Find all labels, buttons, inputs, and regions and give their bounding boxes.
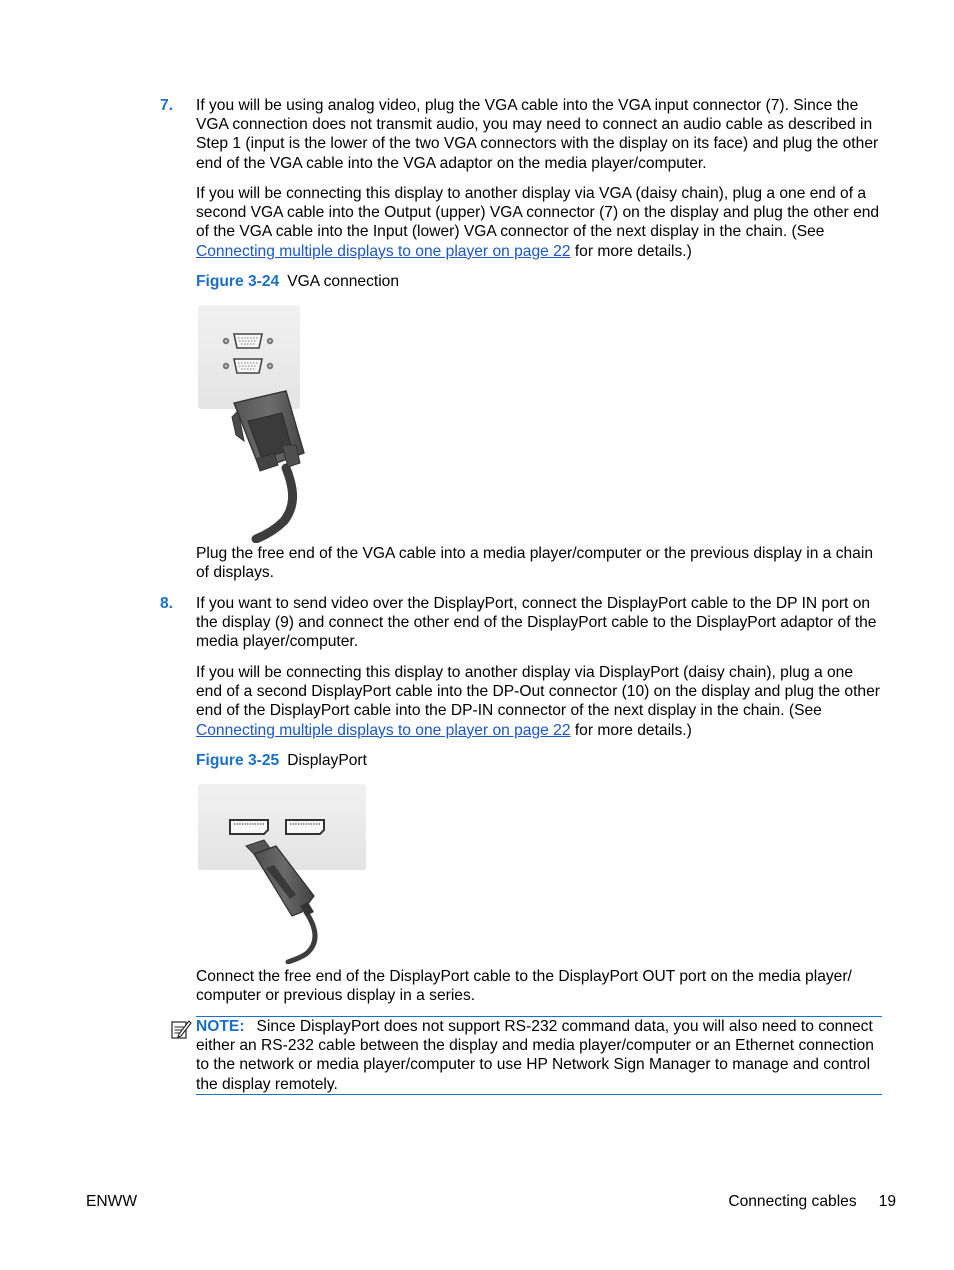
note-bottom-rule [196, 1094, 882, 1095]
step-8-daisy-chain-paragraph [196, 663, 882, 740]
figure-caption [196, 751, 367, 770]
paragraph-text: for more details.) [570, 242, 692, 260]
note-paragraph [196, 1017, 882, 1094]
footer-right [728, 1192, 896, 1211]
step-number: 7. [160, 97, 174, 114]
paragraph-text: for more details.) [570, 721, 692, 739]
displayport-cable [288, 912, 315, 962]
vga-cable [256, 468, 293, 539]
note-label: NOTE: [196, 1018, 245, 1035]
footer-section-title: Connecting cables [728, 1193, 857, 1210]
note-icon [170, 1018, 192, 1040]
step-number: 8. [160, 595, 174, 612]
cross-reference-link[interactable]: Connecting multiple displays to one player on page 22 [196, 242, 571, 260]
figure-label: Figure 3-24 [196, 273, 280, 290]
figure-title: DisplayPort [287, 752, 367, 769]
cross-reference-link[interactable]: Connecting multiple displays to one player on page 22 [196, 721, 571, 739]
step-7-paragraph: If you will be using analog video, plug the VGA cable into the VGA input connector (7). Since the VGA connection does not transmit audio, you may need to connect an audio cable as described in Step 1 (input is the lower of the two VGA connectors with the display on its face) and plug the other end of the VGA cable into the VGA adaptor on the media player/computer. [196, 97, 879, 172]
displayport-out-port [286, 820, 324, 834]
figure-label: Figure 3-25 [196, 752, 280, 769]
step-8-paragraph: If you want to send video over the DisplayPort, connect the DisplayPort cable to the DP IN port on the display (9) and connect the other end of the DisplayPort cable to the DisplayPort adaptor of the media player/computer. [196, 595, 877, 651]
figure-title: VGA connection [287, 273, 400, 290]
vga-connection-illustration [196, 303, 306, 543]
note-text: Since DisplayPort does not support RS-232 command data, you will also need to connect either an RS-232 cable between the display and media player/computer or an Ethernet connection to the network or media player/computer to use HP Network Sign Manager to manage and control the display remotely. [196, 1018, 874, 1093]
step-7-after-figure: Plug the free end of the VGA cable into a media player/computer or the previous display in a chain of displays. [196, 545, 873, 582]
page-number: 19 [878, 1193, 896, 1210]
step-8-after-figure: Connect the free end of the DisplayPort cable to the DisplayPort OUT port on the media player/ computer or previous display in a series. [196, 968, 852, 1005]
step-7-daisy-chain-paragraph [196, 184, 882, 261]
paragraph-text: If you will be connecting this display to another display via VGA (daisy chain), plug a one end of a second VGA cable into the Output (upper) VGA connector (7) on the display and plug the other end of the VGA cable into the Input (lower) VGA connector of the next display in the chain. (See [196, 185, 880, 241]
displayport-illustration [196, 782, 368, 964]
paragraph-text: If you will be connecting this display to another display via DisplayPort (daisy chain), plug a one end of a second DisplayPort cable into the DP-Out connector (10) on the display and plug the other end of the DisplayPort cable into the DP-IN connector of the next display in the chain. (See [196, 664, 880, 720]
footer-left: ENWW [86, 1193, 138, 1210]
figure-caption [196, 272, 399, 291]
displayport-in-port [230, 820, 268, 834]
